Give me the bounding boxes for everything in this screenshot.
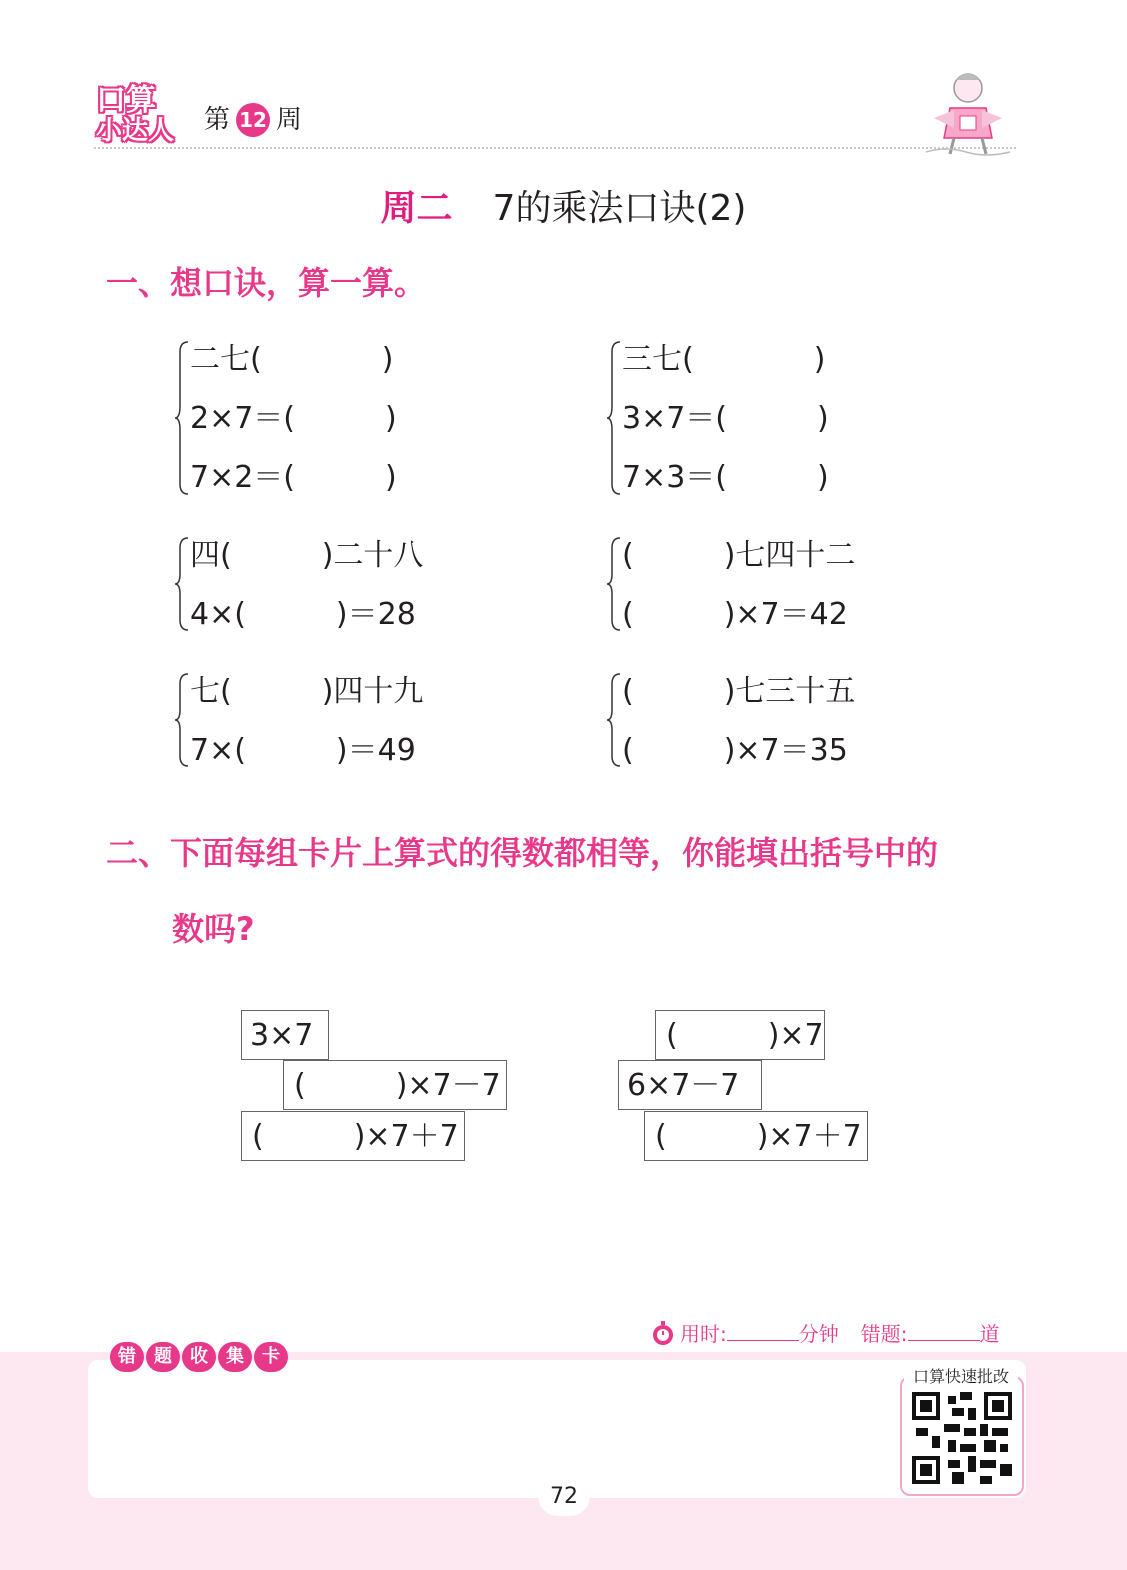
group5-row2: 7×( )＝49 [190, 733, 416, 768]
tag-char: 卡 [254, 1342, 288, 1372]
tag-char: 错 [110, 1342, 144, 1372]
group6-row2: ( )×7＝35 [622, 733, 848, 768]
week-number-badge: 12 [236, 103, 270, 137]
tag-char: 集 [218, 1342, 252, 1372]
title-day: 周二 [380, 188, 453, 229]
header-divider [94, 147, 1016, 149]
group2-row1: 三七( ) [622, 342, 826, 377]
group3-row2: 4×( )＝28 [190, 597, 416, 632]
time-blank[interactable] [727, 1324, 799, 1341]
left-card-3: ( )×7＋7 [241, 1111, 465, 1161]
error-label: 错题: [860, 1322, 908, 1346]
group5-row1: 七( )四十九 [190, 674, 424, 709]
tag-char: 收 [182, 1342, 216, 1372]
title-topic: 7的乘法口诀(2) [492, 188, 747, 229]
page-title [0, 186, 1127, 232]
time-unit: 分钟 [798, 1322, 839, 1346]
group6-row1: ( )七三十五 [622, 674, 856, 709]
right-card-1: ( )×7 [655, 1010, 825, 1060]
time-label: 用时: [680, 1322, 727, 1346]
week-prefix: 第 [204, 105, 231, 135]
group1-row2: 2×7＝( ) [190, 401, 397, 436]
logo-line2: 小达人 [96, 116, 175, 146]
group2-row3: 7×3＝( ) [622, 460, 829, 495]
page-number: 72 [538, 1476, 590, 1516]
week-suffix: 周 [276, 105, 303, 135]
right-card-2: 6×7－7 [618, 1060, 762, 1110]
brand-logo [96, 84, 180, 148]
group3-row1: 四( )二十八 [190, 538, 424, 573]
group4-row2: ( )×7＝42 [622, 597, 848, 632]
mascot-icon [920, 68, 1016, 160]
brace-icon [606, 340, 622, 496]
time-error-stats [650, 1318, 1000, 1347]
qr-label: 口算快速批改 [904, 1364, 1018, 1387]
section1-heading: 一、想口诀，算一算。 [106, 264, 427, 302]
brace-icon [174, 536, 190, 632]
brace-icon [606, 672, 622, 768]
error-unit: 道 [979, 1322, 1000, 1346]
qr-code-frame[interactable] [900, 1376, 1024, 1496]
group1-row1: 二七( ) [190, 342, 394, 377]
brace-icon [606, 536, 622, 632]
week-indicator [204, 103, 302, 137]
qr-code-icon [912, 1392, 1012, 1484]
error-collection-tag [110, 1342, 288, 1372]
section2-heading-line2: 数吗? [172, 910, 255, 948]
left-card-2: ( )×7－7 [283, 1060, 507, 1110]
group1-row3: 7×2＝( ) [190, 460, 397, 495]
section2-heading-line1: 二、下面每组卡片上算式的得数都相等，你能填出括号中的 [106, 834, 939, 872]
stopwatch-icon [650, 1320, 676, 1346]
brace-icon [174, 672, 190, 768]
tag-char: 题 [146, 1342, 180, 1372]
group4-row1: ( )七四十二 [622, 538, 856, 573]
left-card-1: 3×7 [241, 1010, 329, 1060]
error-blank[interactable] [908, 1324, 980, 1341]
right-card-3: ( )×7＋7 [644, 1111, 868, 1161]
logo-line1: 口算 [96, 83, 156, 118]
group2-row2: 3×7＝( ) [622, 401, 829, 436]
brace-icon [174, 340, 190, 496]
